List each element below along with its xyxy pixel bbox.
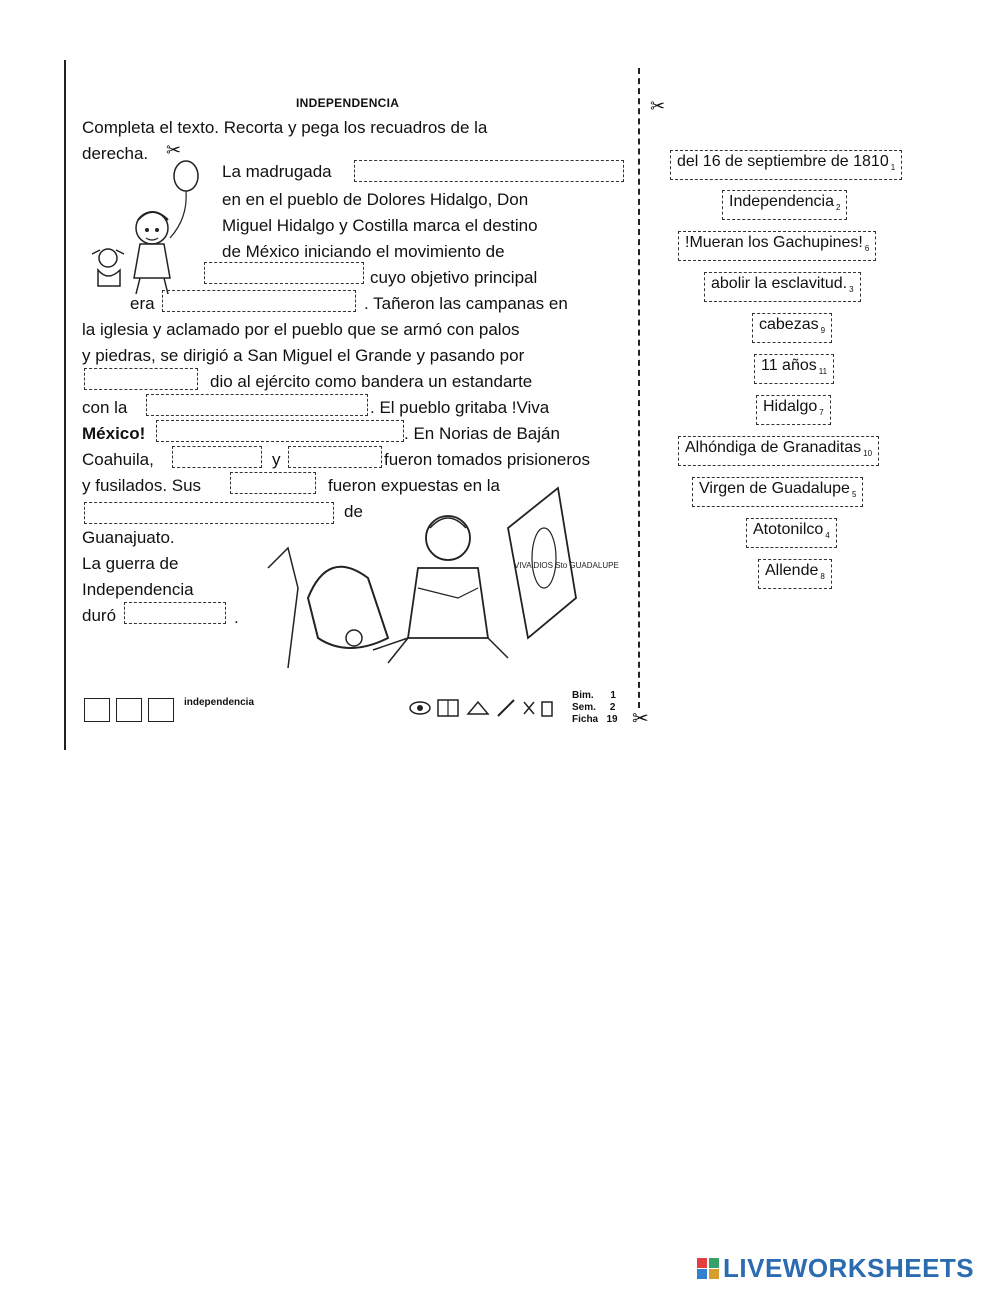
text-line-13a: México! bbox=[82, 424, 146, 443]
scissors-icon: ✂ bbox=[166, 140, 182, 160]
footer-icon-3 bbox=[148, 698, 174, 722]
piece-2[interactable]: Independencia $_2$ bbox=[722, 190, 847, 220]
text-line-16: de bbox=[344, 502, 363, 521]
footer-sem: Sem. 2 bbox=[572, 702, 616, 713]
cut-line bbox=[638, 68, 640, 708]
text-line-20a: duró bbox=[82, 606, 117, 625]
piece-9[interactable]: Virgen de Guadalupe $_5$ bbox=[692, 477, 863, 507]
pencil-icon bbox=[498, 700, 514, 716]
text-line-3: La madrugada bbox=[222, 162, 332, 181]
text-line-15a: y fusilados. Sus bbox=[82, 476, 202, 495]
liveworksheets-logo bbox=[697, 1253, 974, 1284]
text-line-12b: . El pueblo gritaba !Viva bbox=[370, 398, 550, 417]
piece-3[interactable]: !Mueran los Gachupines! $_6$ bbox=[678, 231, 876, 261]
worksheet-title: INDEPENDENCIA bbox=[296, 96, 400, 110]
footer-bim: Bim. 1 bbox=[572, 690, 616, 701]
piece-1[interactable]: del 16 de septiembre de 1810 $_1$ bbox=[670, 150, 902, 180]
blank-7[interactable] bbox=[172, 446, 262, 468]
piece-6[interactable]: 11 años $_{11}$ bbox=[754, 354, 834, 384]
activity-icons bbox=[408, 696, 558, 720]
blank-6[interactable] bbox=[156, 420, 404, 442]
text-line-11: dio al ejército como bandera un estandarte bbox=[210, 372, 533, 391]
logo-text: LIVEWORKSHEETS bbox=[723, 1253, 975, 1283]
text-line-6: de México iniciando el movimiento de bbox=[222, 242, 505, 261]
text-line-14c: fueron tomados prisioneros bbox=[384, 450, 591, 469]
text-line-12a: con la bbox=[82, 398, 128, 417]
text-line-10: y piedras, se dirigió a San Miguel el Grande y pasando por bbox=[82, 346, 525, 365]
blank-11[interactable] bbox=[124, 602, 226, 624]
footer-ficha: Ficha 19 bbox=[572, 714, 618, 725]
text-line-9: la iglesia y aclamado por el pueblo que se armó con palos bbox=[82, 320, 520, 339]
text-line-19: Independencia bbox=[82, 580, 194, 599]
banner-text: VIVA DIOS Sto GUADALUPE bbox=[514, 561, 619, 570]
blank-1[interactable] bbox=[354, 160, 624, 182]
text-line-4: en en el pueblo de Dolores Hidalgo, Don bbox=[222, 190, 529, 209]
glue-icon bbox=[542, 702, 552, 716]
footer-icon-1 bbox=[84, 698, 110, 722]
instruction-line-1: Completa el texto. Recorta y pega los recuadros de la bbox=[82, 118, 488, 137]
text-line-14b: y bbox=[272, 450, 281, 469]
text-line-14a: Coahuila, bbox=[82, 450, 154, 469]
piece-5[interactable]: cabezas $_9$ bbox=[752, 313, 832, 343]
left-border bbox=[64, 60, 66, 750]
text-line-17: Guanajuato. bbox=[82, 528, 175, 547]
footer-subject: independencia bbox=[184, 697, 255, 708]
text-line-18: La guerra de bbox=[82, 554, 179, 573]
text-line-13b: . En Norias de Baján bbox=[404, 424, 560, 443]
text-line-20b: . bbox=[234, 608, 239, 627]
piece-4[interactable]: abolir la esclavitud. $_3$ bbox=[704, 272, 861, 302]
text-line-7: cuyo objetivo principal bbox=[370, 268, 538, 287]
blank-4[interactable] bbox=[84, 368, 198, 390]
piece-10[interactable]: Atotonilco $_4$ bbox=[746, 518, 837, 548]
text-line-8b: . Tañeron las campanas en bbox=[364, 294, 568, 313]
text-line-15b: fueron expuestas en la bbox=[328, 476, 501, 495]
balloon-boy-illustration bbox=[90, 158, 220, 298]
scissors-icon-bottom: ✂ bbox=[632, 708, 649, 730]
text-line-8a: era bbox=[130, 294, 155, 313]
blank-3[interactable] bbox=[162, 290, 356, 312]
blank-8[interactable] bbox=[288, 446, 382, 468]
text-line-5: Miguel Hidalgo y Costilla marca el destino bbox=[222, 216, 538, 235]
scissors-icon-right: ✂ bbox=[650, 96, 666, 116]
blank-2[interactable] bbox=[204, 262, 364, 284]
blank-5[interactable] bbox=[146, 394, 368, 416]
hidalgo-bell-illustration bbox=[258, 488, 619, 688]
instruction-line-2: derecha. bbox=[82, 144, 149, 163]
piece-11[interactable]: Allende $_8$ bbox=[758, 559, 832, 589]
piece-8[interactable]: Alhóndiga de Granaditas $_{10}$ bbox=[678, 436, 879, 466]
logo-mark-icon bbox=[697, 1258, 719, 1280]
footer-icon-2 bbox=[116, 698, 142, 722]
piece-7[interactable]: Hidalgo $_7$ bbox=[756, 395, 831, 425]
